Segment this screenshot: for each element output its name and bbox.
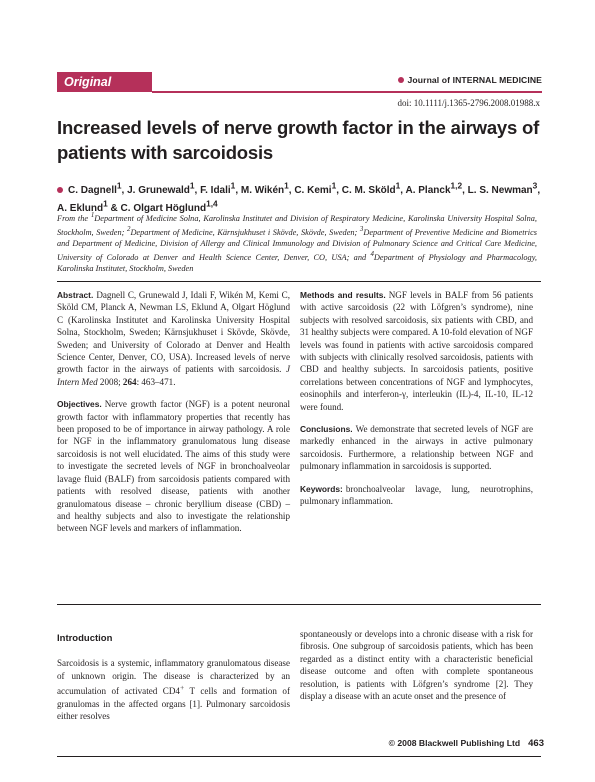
objectives-paragraph — [57, 398, 290, 534]
introduction-column-left — [57, 633, 290, 722]
divider — [57, 604, 541, 605]
journal-name — [398, 75, 542, 85]
objectives-label: Objectives. — [57, 399, 102, 410]
journal-title: INTERNAL MEDICINE — [452, 75, 542, 85]
methods-text: NGF levels in BALF from 56 patients with active sarcoidosis (22 with Löfgren’s syndrome), nine subjects with resolved sarcoidosis, six patients with CBD, and 31 healthy subjects were compared. A 10-fold elevation of NGF levels was found in patients with active sarcoidosis compared with subjects with clinically resolved sarcoidosis, patients with CBD and healthy subjects. In sarcoidosis patients, positive correlations between concentrations of NGF and lymphocytes, eosinophils and interferon-γ, interleukin (IL)-4, IL-10, IL-12 were found. — [300, 290, 533, 412]
bullet-icon — [398, 77, 404, 83]
authors-text: C. Dagnell$^1$, J. Grunewald$^1$, F. Idali$^1$, M. Wikén$^1$, C. Kemi$^1$, C. M. Sköld$^1$, A. Planck$^{1,2}$, L. S. Newman$^3$, A. Eklund$^1$ & C. Olgart Höglund$^{1,4}$ — [57, 181, 541, 214]
abstract-label: Abstract. — [57, 290, 94, 300]
page-number: 463 — [528, 738, 544, 749]
section-tab: Original Article — [57, 72, 152, 92]
introduction-heading: Introduction — [57, 633, 113, 644]
keywords-label: Keywords: — [300, 483, 343, 494]
abstract-text: Dagnell C, Grunewald J, Idali F, Wikén M, Kemi C, Sköld CM, Planck A, Newman LS, Eklund A, Olgart Höglund C (Karolinska Institutet and Karolinska University Hospital Solna, Stockholm, Sweden; Kärnsjukhuset i Skövde, Skövde, Sweden; and University of Colorado at Denver and Health Science Center, Denver, CO, USA). Increased levels of nerve growth factor in the airways of patients with sarcoidosis. J Intern Med 2008; 264: 463–471. — [57, 290, 290, 387]
doi[interactable]: doi: 10.1111/j.1365-2796.2008.01988.x — [397, 98, 540, 108]
affiliations: From the $^1$Department of Medicine Solna, Karolinska Institutet and Division of Respiratory Medicine, Karolinska University Hospital Solna, Stockholm, Sweden; $^2$Department of Medicine, Kärnsjukhuset i Skövde, Skövde, Sweden; $^3$Department of Preventive Medicine and Biometrics and Department of Medicine, Division of Allergy and Clinical Immunology and Division of Pulmonary Science and Critical Care Medicine, University of Colorado at Denver and Health Science Center, Denver, CO, USA; and $^4$Department of Physiology and Pharmacology, Karolinska Institutet, Stockholm, Sweden — [57, 212, 537, 274]
conclusions-text: We demonstrate that secreted levels of NGF are markedly enhanced in the airways in active pulmonary sarcoidosis. Furthermore, a relationship between NGF and pulmonary inflammation in sarcoidosis is supported. — [300, 424, 533, 472]
page-footer — [389, 738, 544, 749]
journal-prefix: Journal of — [407, 75, 451, 85]
introduction-text: Sarcoidosis is a systemic, inflammatory granulomatous disease of unknown origin. The disease is characterized by an accumulation of activated CD4+ T cells and formation of granulomas in the affected organs [1]. Pulmonary sarcoidosis either resolves — [57, 658, 290, 722]
conclusions-label: Conclusions. — [300, 424, 353, 435]
footer-rule — [57, 756, 541, 757]
header-rule — [152, 91, 542, 93]
methods-paragraph — [300, 289, 533, 413]
divider — [57, 281, 541, 282]
abstract-column-left — [57, 289, 290, 545]
methods-label: Methods and results. — [300, 290, 386, 300]
article-title: Increased levels of nerve growth factor in the airways of patients with sarcoidosis — [57, 117, 540, 163]
copyright: © 2008 Blackwell Publishing Ltd — [388, 738, 521, 748]
abstract-column-right — [300, 289, 533, 518]
keywords-text: bronchoalveolar lavage, lung, neurotrophins, pulmonary inflammation. — [300, 483, 533, 507]
introduction-text: spontaneously or develops into a chronic disease with a risk for fibrosis. One subgroup of sarcoidosis patients, which has been regarded as a distinct entity with a characteristic beneficial disease outcome and often with complete spontaneous resolution, is patients with Löfgren’s syndrome [2]. They display a disease with an acute onset and the presence of — [300, 629, 533, 702]
objectives-text: Nerve growth factor (NGF) is a potent neuronal growth factor with inflammatory properties that recently has been proposed to be of importance in airway pathology. A role for NGF in the inflammatory granulomatous lung disease sarcoidosis is not well elucidated. The aims of this study were to investigate the secreted levels of NGF in bronchoalveolar lavage fluid (BALF) from sarcoidosis patients compared with patients with resolved disease, patients with another granulomatous disease – chronic beryllium disease (CBD) – and healthy subjects and also to investigate the relationship between NGF levels and markers of inflammation. — [57, 399, 290, 534]
bullet-icon — [57, 187, 63, 193]
introduction-column-right — [300, 628, 533, 702]
keywords-paragraph — [300, 483, 533, 508]
abstract-paragraph — [57, 289, 290, 388]
conclusions-paragraph — [300, 423, 533, 473]
